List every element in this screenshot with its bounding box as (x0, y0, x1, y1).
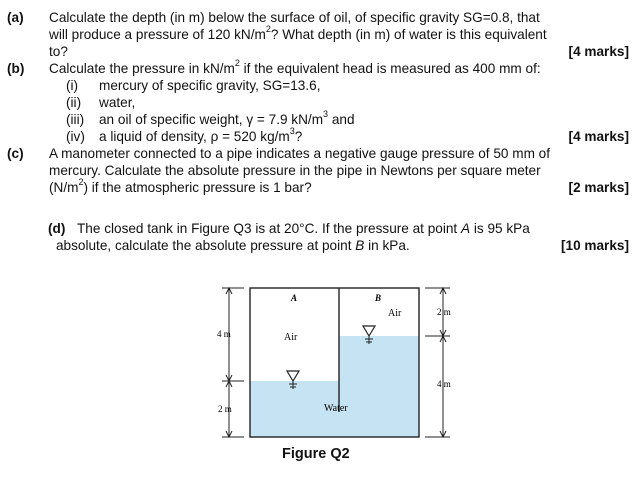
part-b-marks: [4 marks] (568, 129, 629, 144)
part-b-item-i: (i) mercury of specific gravity, SG=13.6, (66, 78, 321, 93)
part-a-marks: [4 marks] (568, 44, 629, 59)
part-d-label: (d) (48, 221, 66, 236)
air-left-label: Air (284, 332, 298, 343)
part-b-line-1: Calculate the pressure in $kN/m^2$ if the equivalent head is measured as 400 mm of: (49, 58, 541, 76)
part-a-line-3: to? (49, 44, 68, 59)
part-a-line-1: Calculate the depth (in m) below the surface of oil, of specific gravity SG=0.8, that (49, 10, 540, 25)
part-a-label: (a) (7, 10, 24, 25)
dim-right-bottom: 4 m (437, 379, 451, 389)
dim-right-top: 2 m (437, 307, 451, 317)
point-b-label: B (375, 293, 382, 303)
part-c-line-3: $(N/m^2)$ if the atmospheric pressure is 1 bar? (49, 177, 312, 195)
water-right (339, 336, 419, 437)
left-dimension (222, 288, 244, 437)
part-a-line-2: will produce a pressure of 120 $kN/m^2$? What depth (in m) of water is this equivalent (49, 24, 547, 42)
part-d-marks: [10 marks] (560, 238, 629, 253)
water-label: Water (324, 403, 348, 414)
part-b-label: (b) (7, 61, 25, 76)
part-b-item-iii: (iii) an oil of specific weight, γ = 7.9 $kN/m^3$ and (66, 109, 355, 127)
part-b-item-iv: (iv) a liquid of density, ρ = 520 $kg/m^3$? (66, 126, 303, 144)
part-b-item-ii: (ii) water, (66, 95, 136, 110)
part-d-line-1: The closed tank in Figure Q3 is at 20°C. If the pressure at point A is 95 kPa (77, 221, 530, 236)
dim-left-top: 4 m (217, 329, 231, 339)
part-c-marks: [2 marks] (568, 180, 629, 195)
part-c-line-1: A manometer connected to a pipe indicates a negative gauge pressure of 50 mm of (49, 146, 551, 161)
part-d-line-2: absolute, calculate the absolute pressure at point B in kPa. (56, 238, 410, 253)
dim-left-bottom: 2 m (218, 404, 232, 414)
part-c-label: (c) (7, 146, 24, 161)
air-right-label: Air (388, 308, 402, 319)
part-c-line-2: mercury. Calculate the absolute pressure in the pipe in Newtons per square meter (49, 163, 541, 178)
figure-caption: Figure Q2 (282, 446, 350, 462)
point-a-label: A (291, 293, 298, 303)
